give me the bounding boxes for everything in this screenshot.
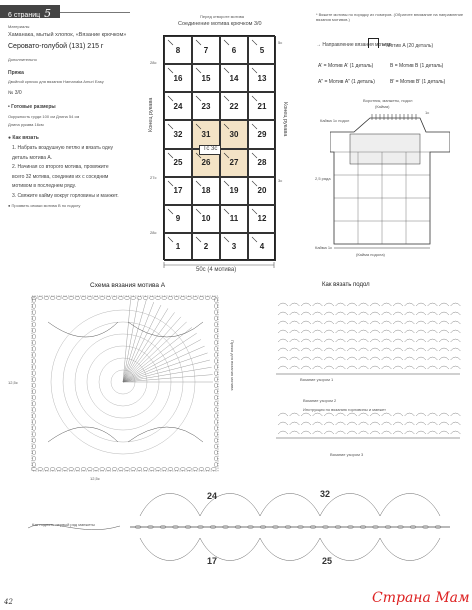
arrow-icon	[193, 93, 221, 121]
motif-cell: 13	[248, 64, 276, 92]
extra-subheading: Дополнительно	[8, 57, 37, 63]
hook-size: № 3/0	[8, 89, 22, 96]
motif-cell: 10	[192, 205, 220, 233]
watermark-text: Страна Мам	[372, 590, 470, 606]
arrow-icon	[221, 37, 249, 65]
hem-note-4: Вязание узором 3	[330, 452, 364, 457]
tools-title: Пряжа	[8, 70, 24, 77]
motif-box-icon	[368, 38, 379, 48]
motif-cell: 4	[248, 233, 276, 261]
motif-cell: 17	[164, 177, 192, 205]
motif-cell: 29	[248, 120, 276, 148]
band-label-25: 25	[322, 556, 333, 566]
motif-cell: 20	[248, 177, 276, 205]
motif-diagram-subtitle: Перед отвороте мотива	[200, 14, 244, 19]
box-legend: = Мотив A (20 деталь)	[382, 43, 434, 49]
arrow-icon	[221, 65, 249, 93]
arrow-icon	[221, 206, 249, 234]
trim-title: Воротник, манжеты, подол	[363, 98, 413, 103]
arrow-icon	[165, 65, 193, 93]
motif-cell: 15	[192, 64, 220, 92]
motif-cell: 12	[248, 205, 276, 233]
sweater-schematic	[330, 112, 450, 252]
arrow-icon	[193, 234, 221, 262]
trim-top-label: 1с	[425, 110, 430, 115]
watermark-logo	[372, 590, 470, 606]
arrow-legend: → Направление вязания мотива	[316, 42, 392, 48]
right-dim-1: 5с	[278, 40, 283, 45]
arrow-icon	[193, 37, 221, 65]
center-label: Тс 3с	[199, 145, 221, 155]
motif-cell: 27	[220, 149, 248, 177]
size-title: • Готовые размеры	[8, 104, 56, 111]
arrow-icon	[249, 121, 277, 149]
arrow-icon	[249, 234, 277, 262]
width-dimension-line	[163, 262, 275, 268]
step-line: деталь мотива А.	[12, 154, 53, 161]
arrow-icon	[165, 93, 193, 121]
arrow-icon	[165, 234, 193, 262]
arrow-icon	[221, 234, 249, 262]
motif-chart-title: Схема вязания мотива A	[90, 282, 166, 289]
left-dim-1: 28с	[150, 60, 157, 65]
motif-dim-label: 12,5с	[8, 380, 18, 385]
arrow-icon	[165, 206, 193, 234]
motif-cell: 25	[164, 149, 192, 177]
legend-item-4: B' = Мотив B' (1 деталь)	[390, 79, 446, 85]
trim-subtitle: (Кайма)	[375, 104, 390, 109]
arrow-icon	[249, 37, 277, 65]
arrow-icon	[165, 121, 193, 149]
hem-stitch-chart	[272, 290, 464, 455]
motif-cell: 26	[192, 149, 220, 177]
page-label: 6 страниц	[8, 12, 41, 19]
motif-cell: 28	[248, 149, 276, 177]
header-rule	[60, 12, 130, 13]
arrow-icon	[165, 150, 193, 178]
yarn-name: Хаманака, мытый хлопок, «Вязание крючком»	[8, 32, 127, 38]
hem-note-3: Инструкция по вязанию горловины и манжет	[303, 407, 386, 412]
left-dim-3: 28с	[150, 230, 157, 235]
hem-chart-title: Как вязать подол	[322, 282, 370, 288]
cuff-band-chart	[20, 476, 470, 578]
motif-cell: 14	[220, 64, 248, 92]
motif-width-label: 50с (4 мотива)	[196, 267, 237, 273]
motif-cell: 23	[192, 92, 220, 120]
steps-list	[8, 145, 143, 199]
trim-row-label: 2,5 ряда	[315, 176, 331, 181]
motif-dim-label-b: 12,5с	[90, 476, 100, 481]
arrow-icon	[249, 206, 277, 234]
arrow-icon	[221, 121, 249, 149]
motif-cell: 32	[164, 120, 192, 148]
motif-cell: 22	[220, 92, 248, 120]
motif-note: Пряжа для вязания мотива	[230, 340, 235, 391]
arrow-icon	[221, 178, 249, 206]
motif-cell: 8	[164, 36, 192, 64]
arrow-icon	[193, 178, 221, 206]
motif-cell: 30	[220, 120, 248, 148]
legend-note: * Вяжите мотивы по порядку их номеров. (Обратите внимание на направление вязания мотивов.)	[316, 12, 464, 22]
arrow-icon	[193, 65, 221, 93]
step-line: 2. Начиная со второго мотива, провяжите	[12, 164, 109, 171]
yarn-color: Серовато-голубой (131) 215 г	[8, 43, 104, 51]
band-label-32: 32	[320, 489, 331, 499]
arrow-icon	[165, 37, 193, 65]
band-label-17: 17	[207, 556, 218, 566]
step-note: ● Проявить связки мотива В по подолу	[8, 203, 81, 209]
left-dim-2: 27с	[150, 175, 157, 180]
arrow-icon	[193, 206, 221, 234]
materials-panel	[8, 24, 143, 208]
page-header-tab	[0, 5, 60, 18]
motif-cell: 1	[164, 233, 192, 261]
trim-hem-label: Кайма 1с подол	[320, 118, 350, 123]
motif-cell: 11	[220, 205, 248, 233]
step-line: мотивом в последнем ряду.	[12, 183, 77, 190]
cuff-note: Как поднять первый ряд манжеты	[32, 522, 95, 527]
motif-cell: 19	[220, 177, 248, 205]
tools-text: Двойной крючок для вязания Hamanaka Amuri Easy	[8, 78, 104, 84]
band-label-24: 24	[207, 491, 218, 501]
sleeve-left-label: Конец рукава	[148, 97, 154, 132]
motif-cell: 2	[192, 233, 220, 261]
motif-cell: 31	[192, 120, 220, 148]
arrow-icon	[221, 93, 249, 121]
motif-stitch-chart	[28, 292, 223, 475]
legend-item-3: A" = Мотив A" (1 деталь)	[318, 79, 375, 85]
step-line: 3. Свяжите кайму вокруг горловины и манжет.	[12, 192, 119, 199]
right-dim-2: 3с	[278, 178, 283, 183]
motif-diagram-title: Соединение мотива крючком 3/0	[178, 21, 262, 27]
hem-note-2: Вязание узором 2	[303, 398, 337, 403]
size-text-2: Длина рукава 16см	[8, 121, 44, 127]
materials-subheading: Материалы	[8, 24, 30, 29]
motif-cell: 16	[164, 64, 192, 92]
arrow-icon	[249, 178, 277, 206]
trim-side-label: Кайма 1с	[315, 245, 333, 250]
page-number: 42	[4, 598, 13, 606]
arrow-icon	[249, 65, 277, 93]
legend-item-2: B = Мотив B (1 деталь)	[390, 63, 444, 69]
motif-cell: 18	[192, 177, 220, 205]
step-line: 1. Набрать воздушную петлю и вязать одну	[12, 145, 114, 152]
how-to-title: ● Как вязать	[8, 134, 39, 141]
motif-cell: 3	[220, 233, 248, 261]
motif-cell: 5	[248, 36, 276, 64]
motif-cell: 9	[164, 205, 192, 233]
hem-note: Вязание узором 1	[300, 377, 334, 382]
arrow-icon	[249, 93, 277, 121]
legend-item-1: A' = Мотив A' (1 деталь)	[318, 63, 374, 69]
arrow-icon	[221, 150, 249, 178]
motif-cell: 7	[192, 36, 220, 64]
motif-cell: 24	[164, 92, 192, 120]
page-big-number: 5	[44, 7, 52, 20]
size-text: Окружность груди 100 см Длина 54 см	[8, 113, 80, 119]
motif-cell: 21	[248, 92, 276, 120]
arrow-icon	[249, 150, 277, 178]
sleeve-right-label: Конец рукава	[282, 102, 288, 137]
trim-bottom-label: (Кайма подола)	[356, 252, 385, 257]
step-line: всего 32 мотива, соединив их с соседним	[12, 173, 109, 180]
motif-cell: 6	[220, 36, 248, 64]
arrow-icon	[165, 178, 193, 206]
